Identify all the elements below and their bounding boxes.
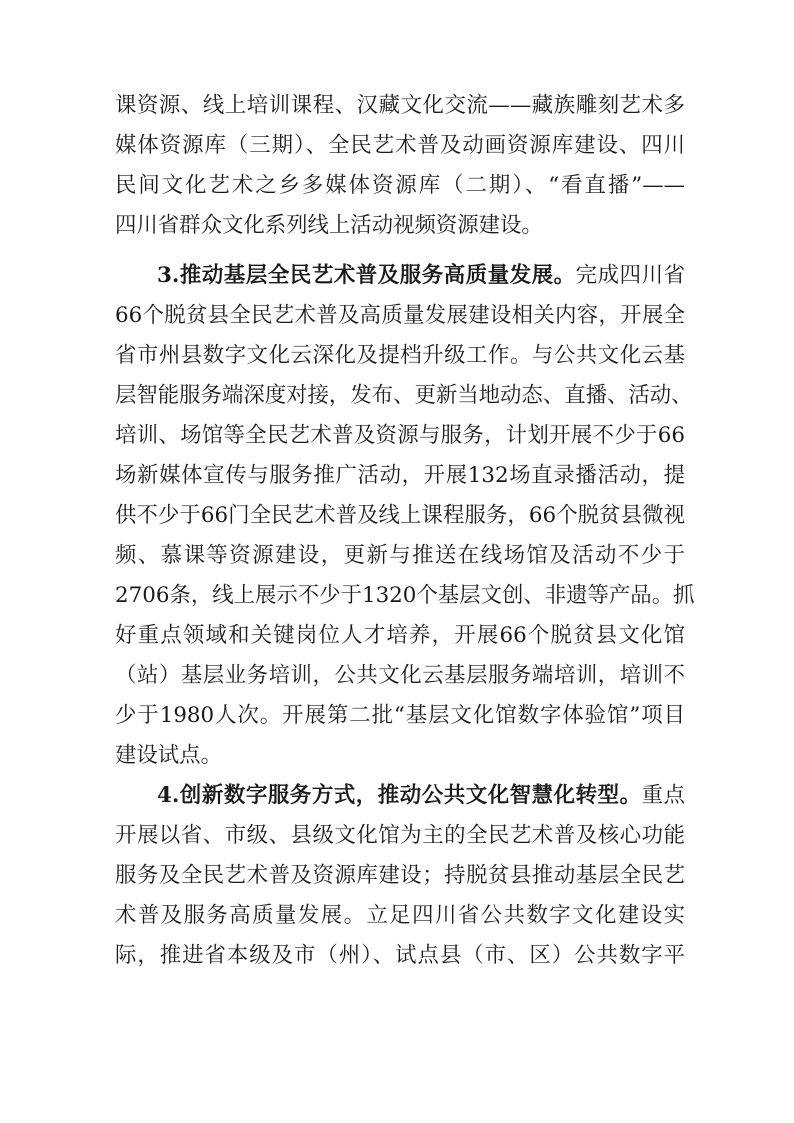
text-line: 供不少于66门全民艺术普及线上课程服务，66个脱贫县微视 [115,503,685,528]
text-line [115,256,685,296]
text-line: 建设试点。 [115,743,222,768]
text-run: 重点 [641,783,685,808]
text-line: 层智能服务端深度对接，发布、更新当地动态、直播、活动、 [115,383,693,408]
paragraph-2 [115,256,695,776]
text-line: 开展以省、市级、县级文化馆为主的全民艺术普及核心功能 [115,823,685,848]
paragraph-gap [115,246,685,256]
text-line: 四川省群众文化系列线上活动视频资源建设。 [115,213,543,238]
text-line: 省市州县数字文化云深化及提档升级工作。与公共文化云基 [115,343,685,368]
paragraph-1 [115,86,685,246]
text-line: 服务及全民艺术普及资源库建设；持脱贫县推动基层全民艺 [115,863,685,888]
paragraph-3 [115,776,685,976]
text-line: 培训、场馆等全民艺术普及资源与服务，计划开展不少于66 [115,423,685,448]
text-line: 场新媒体宣传与服务推广活动，开展132场直录播活动，提 [115,463,685,488]
section-heading: 4.创新数字服务方式，推动公共文化智慧化转型。 [157,783,642,808]
text-line: 媒体资源库（三期）、全民艺术普及动画资源库建设、四川 [115,133,685,158]
text-line: 际，推进省本级及市（州）、试点县（市、区）公共数字平 [115,943,685,968]
text-line: 课资源、线上培训课程、汉藏文化交流——藏族雕刻艺术多 [115,93,685,118]
text-run: 完成四川省 [575,263,685,288]
document-page [115,86,695,976]
text-line: 2706条，线上展示不少于1320个基层文创、非遗等产品。抓 [115,583,695,608]
text-line: 民间文化艺术之乡多媒体资源库（二期）、“看直播”—— [115,173,685,198]
text-line: 频、慕课等资源建设，更新与推送在线场馆及活动不少于 [115,543,685,568]
text-line: 好重点领域和关键岗位人才培养，开展66个脱贫县文化馆 [115,623,685,648]
section-heading: 3.推动基层全民艺术普及服务高质量发展。 [157,263,576,288]
text-line: （站）基层业务培训，公共文化云基层服务端培训，培训不 [115,663,685,688]
text-line: 66个脱贫县全民艺术普及高质量发展建设相关内容，开展全 [115,303,685,328]
text-line [115,776,685,816]
text-line: 少于1980人次。开展第二批“基层文化馆数字体验馆”项目 [115,703,685,728]
text-line: 术普及服务高质量发展。立足四川省公共数字文化建设实 [115,903,685,928]
